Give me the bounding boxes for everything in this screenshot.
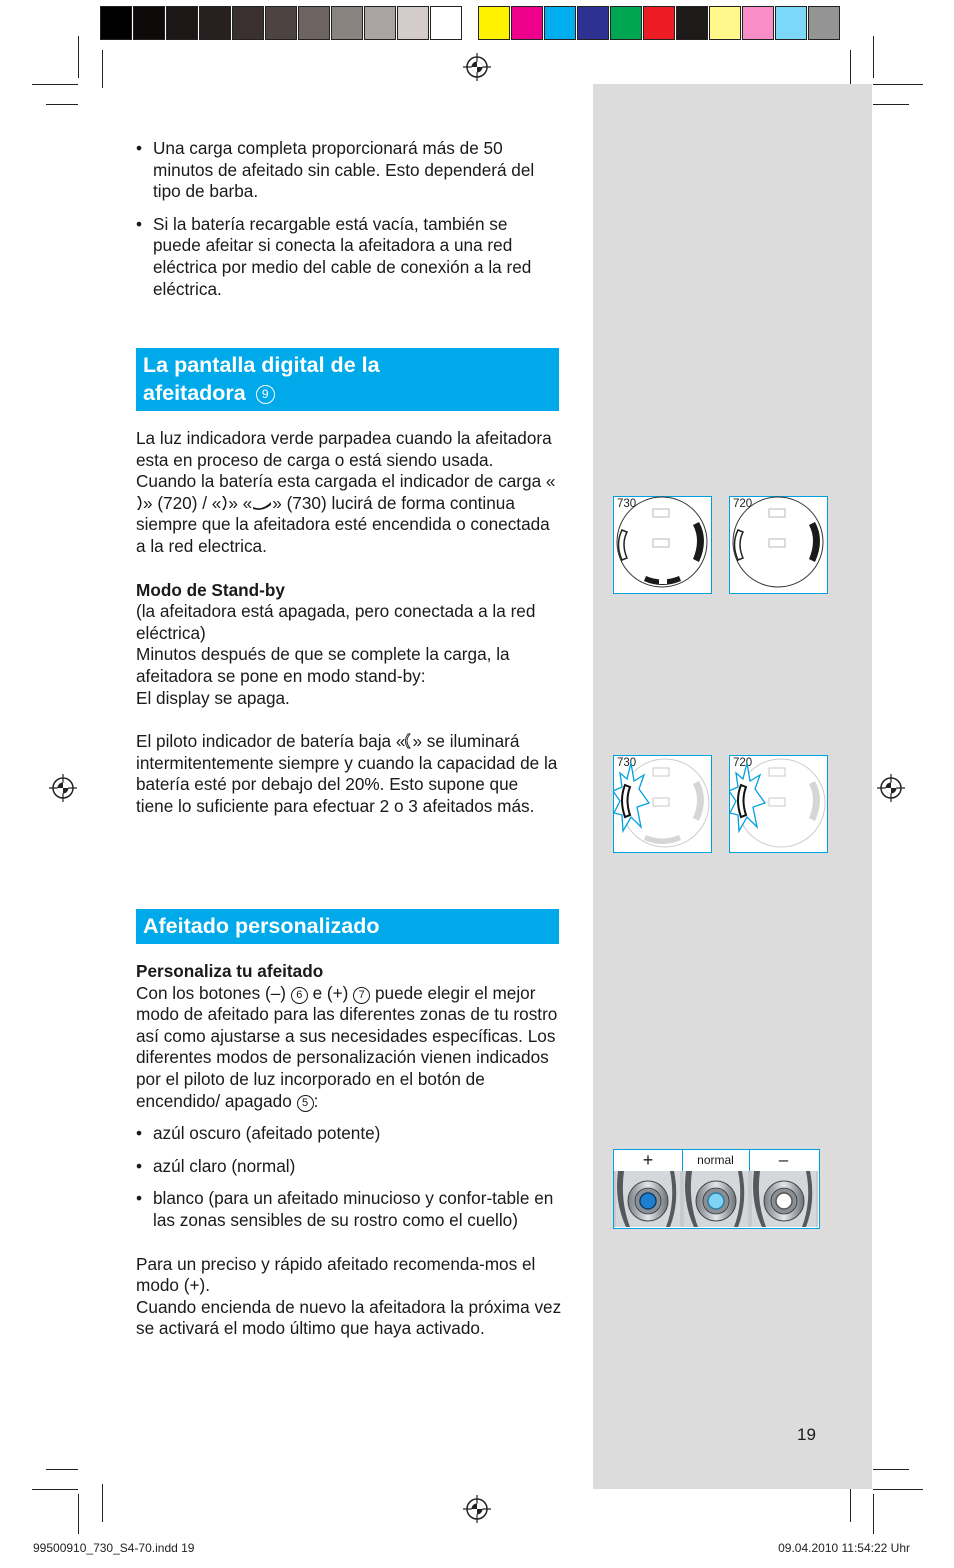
crop-mark [78,1494,79,1534]
crop-mark [102,1484,103,1522]
display-panel-720-charged [729,496,828,594]
reference-number-6: 6 [291,987,308,1004]
light-white [776,1193,792,1209]
reference-number-9: 9 [256,385,275,404]
standby-text-2: Minutos después de que se complete la carga, la afeitadora se pone en modo stand-by: [136,644,510,686]
shaver-display-icon [729,496,828,594]
color-swatch [577,6,609,40]
registration-mark-icon [462,1494,492,1524]
crop-mark [873,36,874,78]
mode-item-white: • blanco (para un afeitado minucioso y confor-table en las zonas sensibles de su rostro como el cuello) [136,1188,562,1231]
mode-normal-label: normal [682,1150,750,1171]
section-heading-personalized-shaving: Afeitado personalizado [136,909,559,944]
color-swatch [166,6,198,40]
bullet-full-charge: • Una carga completa proporcionará más de 50 minutos de afeitado sin cable. Esto dependerá del tipo de barba. [136,138,560,203]
para-charge-indicator: Cuando la batería esta cargada el indicador de carga «» (720) / « » « » (730) lucirá de forma continua siempre que la afeitadora esté encendida o conectada a la red electrica. [136,471,556,556]
mode-item-light-blue: • azúl claro (normal) [136,1156,562,1178]
panel-label: 730 [617,498,637,510]
section2-body [136,961,562,1340]
crop-mark [46,1469,78,1470]
color-swatch [364,6,396,40]
display-panel-720-low-battery [729,755,828,853]
color-swatch [478,6,510,40]
para-recommendation: Para un preciso y rápido afeitado recomenda-mos el modo (+). [136,1253,536,1296]
standby-title: Modo de Stand-by [136,579,285,600]
crop-mark [32,1489,78,1490]
para-buttons: Con los botones (–) 6 e (+) 7 puede elegir el mejor modo de afeitado para las diferentes zonas de tu rostro así como ajustarse a sus necesidades específicas. Los diferentes modos de personalización vienen indicados por el piloto de luz incorporado en el botón de encendido/ apagado 5 : [136,982,558,1111]
color-swatch [100,6,132,40]
color-swatch [610,6,642,40]
battery-full-720-icon [136,495,143,511]
color-swatch [232,6,264,40]
shaver-buttons-icon [614,1171,818,1227]
footer-file-info: 99500910_730_S4-70.indd 19 [33,1541,195,1555]
light-dark-blue [640,1193,656,1209]
color-swatch [643,6,675,40]
color-swatch [676,6,708,40]
color-swatch [133,6,165,40]
panel-label: 720 [733,757,753,769]
color-swatch [298,6,330,40]
shaver-display-low-icon [729,755,828,853]
color-swatch [397,6,429,40]
page-number: 19 [797,1425,816,1444]
heading-line-1: La pantalla digital de la [143,353,380,377]
display-panel-730-charged [613,496,712,594]
color-calibration-bar [100,6,841,42]
para-indicator-light: La luz indicadora verde parpadea cuando la afeitadora esta en proceso de carga o está siendo usada. [136,428,552,470]
crop-mark [78,36,79,78]
crop-mark [850,50,851,88]
display-panel-730-low-battery [613,755,712,853]
section-heading-digital-display [136,348,559,411]
reference-number-7: 7 [353,987,370,1004]
bullet-empty-battery: • Si la batería recargable está vacía, también se puede afeitar si conecta la afeitadora a una red eléctrica por medio del cable de conexión a la red eléctrica. [136,214,560,300]
registration-mark-icon [876,773,906,803]
color-swatch [709,6,741,40]
color-swatch [544,6,576,40]
color-swatch [199,6,231,40]
color-swatch [742,6,774,40]
crop-mark [873,104,909,105]
mode-plus-label: + [614,1150,683,1171]
panel-label: 730 [617,757,637,769]
crop-mark [873,1489,923,1490]
standby-text-3: El display se apaga. [136,687,290,708]
heading-line-2: afeitadora [143,381,246,405]
crop-mark [873,1469,909,1470]
panel-label: 720 [733,498,753,510]
battery-bottom-segment-icon [252,498,272,510]
crop-mark [102,50,103,88]
crop-mark [46,104,78,105]
personalize-subtitle: Personaliza tu afeitado [136,961,324,981]
crop-mark [873,84,923,85]
color-swatch [331,6,363,40]
standby-text-1: (la afeitadora está apagada, pero conectada a la red eléctrica) [136,601,536,643]
mode-minus-label: – [778,1150,789,1169]
color-swatch [265,6,297,40]
color-swatch [430,6,462,40]
registration-mark-icon [48,773,78,803]
shaver-display-icon [613,496,712,594]
color-swatch [775,6,807,40]
mode-item-dark-blue: • azúl oscuro (afeitado potente) [136,1123,562,1145]
crop-mark [32,84,78,85]
reference-number-5: 5 [297,1095,314,1112]
crop-mark [873,1494,874,1534]
para-low-battery: El piloto indicador de batería baja « » se iluminará intermitentemente siempre y cuando la capacidad de la batería esté por debajo del 20%. Esto supone que tiene lo suficiente para efectuar 2 o 3 afeitados más. [136,731,558,816]
shaver-display-low-icon [613,755,712,853]
color-swatch [808,6,840,40]
section1-body [136,428,560,818]
registration-mark-icon [462,52,492,82]
color-swatch [511,6,543,40]
mode-buttons-figure [613,1149,820,1229]
para-last-mode: Cuando encienda de nuevo la afeitadora la próxima vez se activará el modo último que haya activado. [136,1296,562,1339]
light-light-blue [708,1193,724,1209]
intro-bullets [136,138,560,300]
footer-timestamp: 09.04.2010 11:54:22 Uhr [778,1541,910,1555]
crop-mark [850,1484,851,1522]
